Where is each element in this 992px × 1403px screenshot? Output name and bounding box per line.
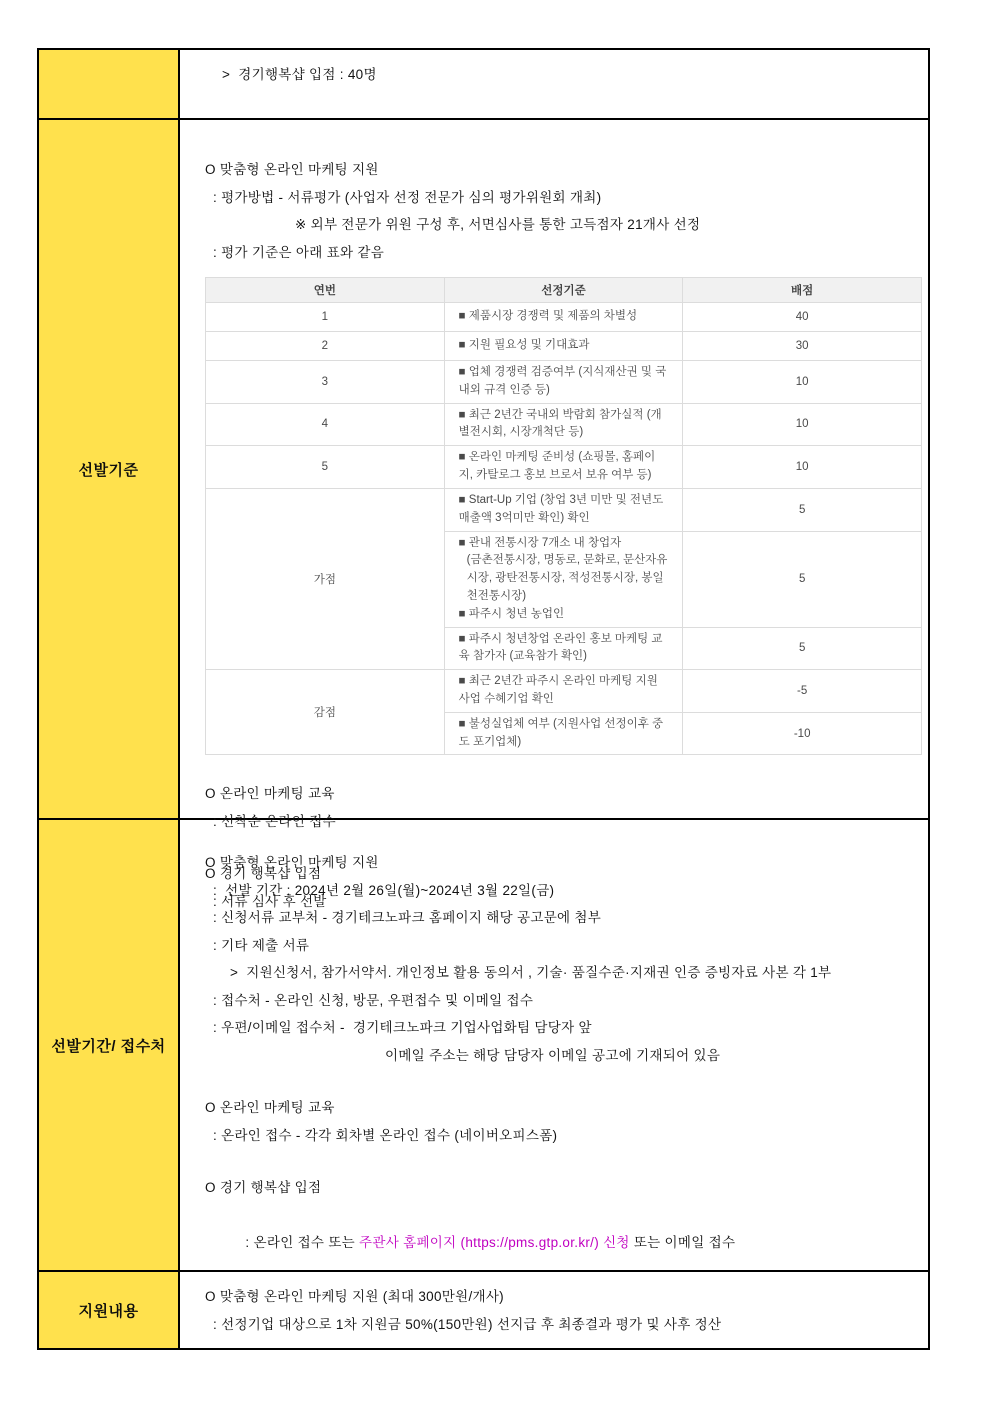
row-top-content [180,50,928,118]
online-education-method: : 선착순 온라인 접수 [213,813,336,829]
bonus-group-label: 가점 [206,488,445,669]
happyshop-title: O 경기 행복샵 입점 [205,1180,322,1195]
row-criteria: ■ 업체 경쟁력 검증여부 (지식재산권 및 국내외 규격 인증 등) [444,361,683,404]
required-docs-detail-line: > 지원신청서, 참가서약서. 개인정보 활용 동의서 , 기술· 품질수준·지재권 인증 증빙자료 사본 각 1부 [230,965,832,980]
row-no: 3 [206,361,445,404]
row-label-selection-criteria: 선발기준 [39,120,180,818]
organizer-homepage-link[interactable]: 주관사 홈페이지 (https://pms.gtp.or.kr/) 신청 [359,1235,630,1250]
row-score: 40 [683,303,922,332]
row-score: 5 [683,488,922,531]
row-criteria: ■ 불성실업체 여부 (지원사업 선정이후 중도 포기업체) [444,712,683,755]
criteria-line: (금촌전통시장, 명동로, 문화로, 문산자유시장, 광탄전통시장, 적성전통시장, 봉일천전통시장) [466,554,668,602]
table-row-period-reception [39,818,928,1270]
score-table-header-row [206,278,922,303]
table-row-top [39,50,928,118]
row-criteria: ■ 지원 필요성 및 기대효과 [444,332,683,361]
happyshop-reception-pre: : 온라인 접수 또는 [245,1235,360,1250]
row-score: 5 [683,627,922,670]
table-row-bonus [206,488,922,531]
row-criteria: ■ 파주시 청년창업 온라인 홍보 마케팅 교육 참가자 (교육참가 확인) [444,627,683,670]
row-label-support-content: 지원내용 [39,1272,180,1348]
happyshop-title: O 경기 행복샵 입점 [205,866,322,882]
happyshop-reception-post: 또는 이메일 접수 [629,1235,736,1250]
evaluation-method-line: : 평가방법 - 서류평가 (사업자 선정 전문가 심의 평가위원회 개최) [213,189,602,205]
happyshop-method: : 서류 심사 후 선발 [213,893,327,909]
row-criteria: ■ 최근 2년간 국내외 박람회 참가실적 (개별전시회, 시장개척단 등) [444,403,683,446]
marketing-support-title: O 맞춤형 온라인 마케팅 지원 [205,162,379,177]
online-education-title: O 온라인 마케팅 교육 [205,1100,335,1115]
row-score: -5 [683,670,922,713]
row-score: 10 [683,446,922,489]
external-expert-note: ※ 외부 전문가 위원 구성 후, 서면심사를 통한 고득점자 21개사 선정 [295,217,701,232]
row-score: 5 [683,531,922,627]
table-row-support-content [39,1270,928,1348]
row-no: 4 [206,403,445,446]
row-label-empty [39,50,180,118]
support-amount-title: O 맞춤형 온라인 마케팅 지원 (최대 300만원/개사) [205,1289,504,1304]
row-criteria: ■ Start-Up 기업 (창업 3년 미만 및 전년도 매출액 3억미만 확인) 확인 [444,488,683,531]
row-score: 10 [683,361,922,404]
row-score: -10 [683,712,922,755]
criteria-line: ■ 파주시 청년 농업인 [458,607,565,620]
application-docs-line: : 신청서류 교부처 - 경기테크노파크 홈페이지 해당 공고문에 첨부 [213,910,602,925]
row-criteria: ■ 온라인 마케팅 준비성 (쇼핑몰, 홈페이지, 카탈로그 홍보 브로서 보유 여부 등) [444,446,683,489]
table-row [206,446,922,489]
online-education-reception-line: : 온라인 접수 - 각각 회차별 온라인 접수 (네이버오피스폼) [213,1127,558,1143]
row-no: 2 [206,332,445,361]
penalty-group-label: 감점 [206,670,445,755]
support-content [180,1272,928,1348]
score-criteria-table [205,277,922,755]
row-criteria: ■ 최근 2년간 파주시 온라인 마케팅 지원사업 수혜기업 확인 [444,670,683,713]
table-row [206,403,922,446]
table-row [206,303,922,332]
support-payment-line: : 선정기업 대상으로 1차 지원금 50%(150만원) 선지급 후 최종결과 평가 및 사후 정산 [213,1316,722,1332]
evaluation-standard-line: : 평가 기준은 아래 표와 같음 [213,244,385,260]
row-no: 5 [206,446,445,489]
reception-method-line: : 접수처 - 온라인 신청, 방문, 우편접수 및 이메일 접수 [213,992,534,1008]
email-address-note-line: 이메일 주소는 해당 담당자 이메일 공고에 기재되어 있음 [385,1047,721,1063]
row-score: 10 [683,403,922,446]
table-row-penalty [206,670,922,713]
table-row [206,361,922,404]
mail-email-reception-line: : 우편/이메일 접수처 - 경기테크노파크 기업사업화팀 담당자 앞 [213,1020,592,1035]
row-no: 1 [206,303,445,332]
row-label-period-reception: 선발기간/ 접수처 [39,820,180,1270]
row-criteria-multiline [444,531,683,627]
selection-period-line: : 선발 기간 : 2024년 2월 26일(월)~2024년 3월 22일(금) [213,882,555,898]
other-docs-line: : 기타 제출 서류 [213,937,310,953]
announcement-table [37,48,930,1350]
header-no: 연번 [206,278,445,303]
row-score: 30 [683,332,922,361]
header-criteria: 선정기준 [444,278,683,303]
row-criteria: ■ 제품시장 경쟁력 및 제품의 차별성 [444,303,683,332]
marketing-support-title: O 맞춤형 온라인 마케팅 지원 [205,855,379,870]
online-education-title: O 온라인 마케팅 교육 [205,786,335,802]
happyshop-count-line: > 경기행복샵 입점 : 40명 [222,67,377,82]
header-score: 배점 [683,278,922,303]
period-reception-content [180,820,928,1270]
criteria-line: ■ 관내 전통시장 7개소 내 창업자 [458,536,622,549]
table-row [206,332,922,361]
